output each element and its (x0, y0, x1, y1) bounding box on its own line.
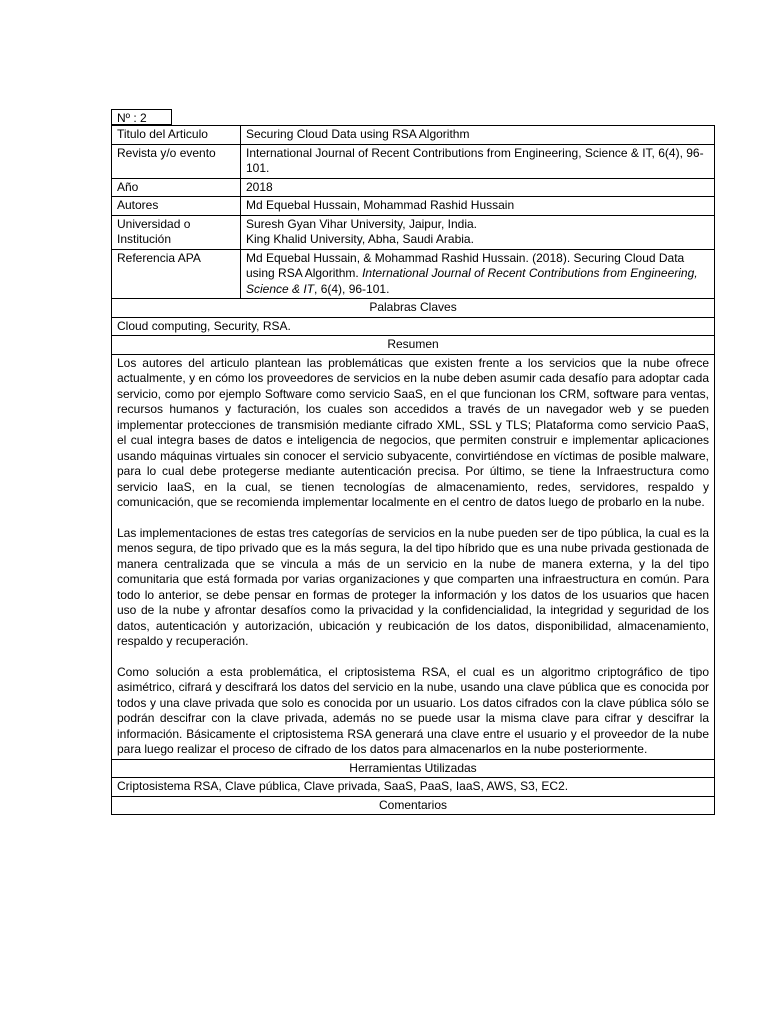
palabras-claves-text: Cloud computing, Security, RSA. (112, 317, 715, 336)
value-anio: 2018 (241, 178, 715, 197)
row-resumen-heading (112, 336, 715, 355)
label-universidad (112, 215, 241, 249)
value-titulo: Securing Cloud Data using RSA Algorithm (241, 126, 715, 145)
row-autores (112, 197, 715, 216)
row-titulo (112, 126, 715, 145)
row-universidad (112, 215, 715, 249)
value-autores: Md Equebal Hussain, Mohammad Rashid Hussain (241, 197, 715, 216)
label-autores: Autores (112, 197, 241, 216)
value-referencia (241, 249, 715, 299)
label-revista: Revista y/o evento (112, 144, 241, 178)
resumen-heading: Resumen (112, 336, 715, 355)
row-herramientas-heading (112, 759, 715, 778)
label-referencia: Referencia APA (112, 249, 241, 299)
referencia-plain: Md Equebal Hussain, & Mohammad Rashid Hussain. (2018). Securing Cloud Data using RSA Algorithm. (246, 250, 685, 280)
row-anio (112, 178, 715, 197)
label-anio: Año (112, 178, 241, 197)
palabras-claves-heading: Palabras Claves (112, 299, 715, 318)
value-revista: International Journal of Recent Contributions from Engineering, Science & IT, 6(4), 96-101. (241, 144, 715, 178)
herramientas-text: Criptosistema RSA, Clave pública, Clave privada, SaaS, PaaS, IaaS, AWS, S3, EC2. (112, 778, 715, 797)
label-universidad-line1: Universidad o (117, 216, 191, 231)
resumen-paragraph-1: Los autores del articulo plantean las problemáticas que existen frente a los servicios que la nube ofrece actualmente, y en cómo los proveedores de servicios en la nube deben asumir cada desafío para adoptar cada servicio, como por ejemplo Software como servicio SaaS, en el que funcionan los CRM, software para ventas, recursos humanos y facturación, los cuales son accedidos a través de un navegador web y se pueden implementar protecciones de transmisión mediante cifrado XML, SSL y TLS; Plataforma como servicio PaaS, el cual integra bases de datos e inteligencia de negocios, que permiten construir e implementar aplicaciones usando máquinas virtuales sin conocer el servicio subyacente, convirtiéndose en víctimas de posible malware, para lo cual debe protegerse mediante autenticación precisa. Por último, se tiene la Infraestructura como servicio IaaS, en la cual, se tienen tecnologías de almacenamiento, redes, servidores, respaldo y comunicación, que se recomienda implementar localmente en el centro de datos luego de probarlo en la nube. (117, 355, 709, 509)
resumen-body (112, 354, 715, 759)
row-palabras-heading (112, 299, 715, 318)
row-referencia (112, 249, 715, 299)
row-resumen-text (112, 354, 715, 759)
comentarios-heading: Comentarios (112, 796, 715, 815)
record-number: Nº : 2 (111, 109, 172, 125)
value-universidad (241, 215, 715, 249)
value-universidad-line2: King Khalid University, Abha, Saudi Arabia. (246, 232, 474, 246)
referencia-tail: , 6(4), 96-101. (314, 281, 390, 296)
herramientas-heading: Herramientas Utilizadas (112, 759, 715, 778)
label-titulo: Titulo del Articulo (112, 126, 241, 145)
row-comentarios-heading (112, 796, 715, 815)
row-herramientas-text (112, 778, 715, 797)
resumen-paragraph-2: Las implementaciones de estas tres categorías de servicios en la nube pueden ser de tipo pública, la cual es la menos segura, de tipo privado que es la más segura, la del tipo híbrido que es una nube privada gestionada de manera centralizada que se vincula a más de un servicio en la nube de manera externa, y la del tipo comunitaria que está formada por varias organizaciones y que comparten una infraestructura en común. Para todo lo anterior, se debe pensar en formas de proteger la información y los datos de los usuarios que hacen uso de la nube y afrontar desafíos como la privacidad y la confidencialidad, la integridad y seguridad de los datos, autenticación y autorización, ubicación y reubicación de los datos, disponibilidad, almacenamiento, respaldo y recuperación. (117, 525, 709, 648)
resumen-paragraph-3: Como solución a esta problemática, el criptosistema RSA, el cual es un algoritmo criptográfico de tipo asimétrico, cifrará y descifrará los datos del servicio en la nube, usando una clave pública que es conocida por todos y una clave privada que solo es conocida por un usuario. Los datos cifrados con la clave pública sólo se podrán descifrar con la clave privada, además no se puede usar la misma clave para cifrar y descifrar la información. Básicamente el criptosistema RSA generará una clave entre el usuario y el proveedor de la nube para luego realizar el proceso de cifrado de los datos para almacenarlos en la nube posteriormente. (117, 664, 709, 756)
label-universidad-line2: Institución (117, 232, 172, 246)
referencia-journal: International Journal of Recent Contributions from Engineering, Science & IT (246, 266, 698, 296)
article-table (111, 125, 715, 815)
row-revista (112, 144, 715, 178)
row-palabras-text (112, 317, 715, 336)
value-universidad-line1: Suresh Gyan Vihar University, Jaipur, India. (246, 216, 477, 231)
